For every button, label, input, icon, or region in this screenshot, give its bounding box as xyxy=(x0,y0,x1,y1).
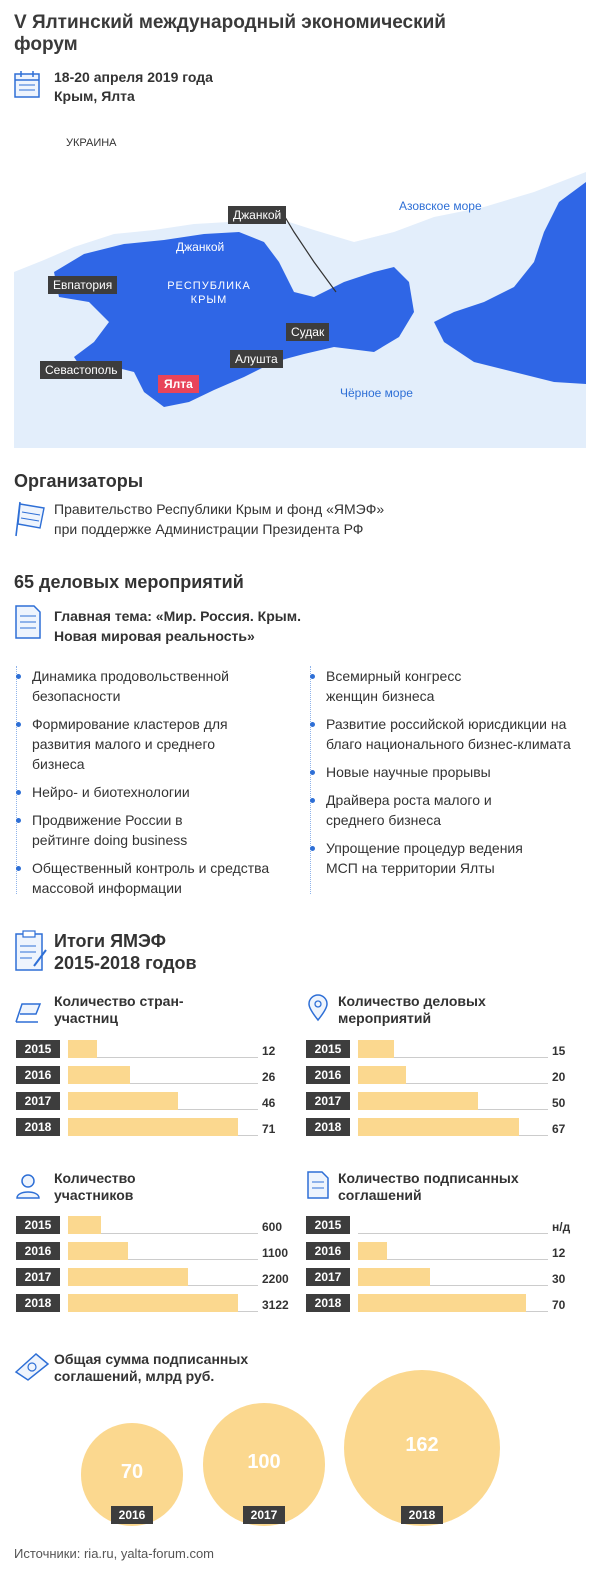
results-title-line-1: Итоги ЯМЭФ xyxy=(54,931,166,951)
bar-value-label: 46 xyxy=(262,1096,276,1110)
label-black-sea: Чёрное море xyxy=(340,386,413,400)
organizers-text xyxy=(54,499,384,539)
chart-title-events: Количество деловых мероприятий xyxy=(338,993,486,1026)
bubble-year: 2017 xyxy=(243,1506,285,1524)
main-theme xyxy=(54,606,301,646)
chart-countries xyxy=(16,1040,296,1150)
bar xyxy=(68,1216,101,1234)
bar-value-label: 20 xyxy=(552,1070,566,1084)
bar-value-label: 30 xyxy=(552,1272,566,1286)
source-text: Источники: ria.ru, yalta-forum.com xyxy=(14,1546,215,1561)
bar-row-2016 xyxy=(306,1066,586,1086)
topic-item: Новые научные прорывы xyxy=(308,762,594,782)
bar xyxy=(68,1066,130,1084)
bar xyxy=(358,1242,387,1260)
year-label: 2015 xyxy=(306,1040,350,1058)
bar-row-2016 xyxy=(16,1242,296,1262)
bar-row-2018 xyxy=(306,1118,586,1138)
year-label: 2017 xyxy=(306,1092,350,1110)
bar xyxy=(358,1118,519,1136)
bar xyxy=(358,1092,478,1110)
label-ukraine: УКРАИНА xyxy=(66,137,117,149)
bar-row-2018 xyxy=(16,1294,296,1314)
year-label: 2017 xyxy=(306,1268,350,1286)
bar xyxy=(358,1294,526,1312)
bar-row-2017 xyxy=(306,1268,586,1288)
year-label: 2015 xyxy=(16,1040,60,1058)
organizers-line-1: Правительство Республики Крым и фонд «ЯМЭФ» xyxy=(54,501,385,517)
bar-row-2015 xyxy=(16,1216,296,1236)
bar xyxy=(358,1066,406,1084)
topic-item: Формирование кластеров для развития малого и среднего бизнеса xyxy=(14,714,234,774)
label-republic: РЕСПУБЛИКА КРЫМ xyxy=(167,280,251,306)
main-theme-line-2: Новая мировая реальность» xyxy=(54,628,255,644)
person-icon xyxy=(14,1172,42,1200)
results-title xyxy=(54,930,197,974)
bar-row-2018 xyxy=(306,1294,586,1314)
chart-title-countries: Количество стран-участниц xyxy=(54,993,184,1026)
topic-item: Продвижение России в рейтинге doing business xyxy=(14,810,234,850)
tag-sudak: Судак xyxy=(286,323,329,341)
bar-value-label: 1100 xyxy=(262,1246,289,1260)
label-azov-sea: Азовское море xyxy=(399,199,482,213)
bar-value-label: 12 xyxy=(262,1044,276,1058)
bar-value-label: 12 xyxy=(552,1246,566,1260)
clipboard-icon xyxy=(14,930,48,972)
label-dzhankoy-city: Джанкой xyxy=(176,240,225,254)
year-label: 2016 xyxy=(306,1066,350,1084)
page-title: V Ялтинский международный экономический форум xyxy=(14,12,446,55)
place-text: Крым, Ялта xyxy=(54,88,135,104)
calendar-icon xyxy=(14,70,40,98)
bar-row-2017 xyxy=(16,1092,296,1112)
results-title-line-2: 2015-2018 годов xyxy=(54,953,197,973)
year-label: 2016 xyxy=(306,1242,350,1260)
topic-item: Развитие российской юрисдикции на благо национального бизнес-климата xyxy=(308,714,586,754)
document-icon xyxy=(14,604,42,640)
year-label: 2018 xyxy=(16,1118,60,1136)
agreement-doc-icon xyxy=(306,1170,330,1200)
year-label: 2015 xyxy=(16,1216,60,1234)
chart-total-sum xyxy=(0,1370,600,1530)
chart-participants xyxy=(16,1216,296,1326)
tag-dzhankoy: Джанкой xyxy=(228,206,286,224)
year-label: 2015 xyxy=(306,1216,350,1234)
bar-value-label: 15 xyxy=(552,1044,566,1058)
tag-yalta: Ялта xyxy=(158,375,199,393)
event-date xyxy=(54,68,213,106)
bar xyxy=(68,1040,97,1058)
chart-title-total-sum: Общая сумма подписанных соглашений, млрд руб. xyxy=(54,1351,249,1384)
chart-agreements xyxy=(306,1216,586,1326)
bar xyxy=(68,1242,128,1260)
topics-left xyxy=(14,666,294,906)
bar xyxy=(68,1118,238,1136)
topic-item: Драйвера роста малого и среднего бизнеса xyxy=(308,790,508,830)
bar-value-label: 50 xyxy=(552,1096,566,1110)
events-title: 65 деловых мероприятий xyxy=(14,572,244,592)
organizers-title: Организаторы xyxy=(14,471,144,491)
bar-row-2018 xyxy=(16,1118,296,1138)
main-theme-line-1: Главная тема: «Мир. Россия. Крым. xyxy=(54,608,301,624)
organizers-line-2: при поддержке Администрации Президента РФ xyxy=(54,521,364,537)
bubble-value: 100 xyxy=(247,1450,281,1473)
bubble-value: 162 xyxy=(405,1434,439,1456)
bar xyxy=(358,1040,394,1058)
people-flag-icon xyxy=(14,1000,44,1024)
location-pin-icon xyxy=(306,994,330,1022)
bar-value-label: 70 xyxy=(552,1298,566,1312)
year-label: 2017 xyxy=(16,1092,60,1110)
bar-row-2016 xyxy=(306,1242,586,1262)
chart-events xyxy=(306,1040,586,1150)
tag-evpatoria: Евпатория xyxy=(48,276,117,294)
bar-row-2016 xyxy=(16,1066,296,1086)
bar-value-label: 600 xyxy=(262,1220,283,1234)
bar-value-label: н/д xyxy=(552,1220,571,1234)
bar-value-label: 26 xyxy=(262,1070,276,1084)
year-label: 2016 xyxy=(16,1242,60,1260)
year-label: 2018 xyxy=(16,1294,60,1312)
bar-row-2015 xyxy=(306,1216,586,1236)
chart-title-participants: Количество участников xyxy=(54,1170,136,1203)
crimea-map xyxy=(14,122,586,448)
bar-row-2015 xyxy=(16,1040,296,1060)
bar-value-label: 71 xyxy=(262,1122,276,1136)
year-label: 2018 xyxy=(306,1294,350,1312)
bar-row-2015 xyxy=(306,1040,586,1060)
bar-row-2017 xyxy=(16,1268,296,1288)
flag-icon xyxy=(14,498,48,538)
year-label: 2017 xyxy=(16,1268,60,1286)
topic-item: Нейро- и биотехнологии xyxy=(14,782,294,802)
bubble-year: 2018 xyxy=(401,1506,443,1524)
year-label: 2018 xyxy=(306,1118,350,1136)
tag-sevastopol: Севастополь xyxy=(40,361,122,379)
bar-row-2017 xyxy=(306,1092,586,1112)
bar xyxy=(68,1268,188,1286)
bar-baseline xyxy=(358,1233,548,1234)
bar-value-label: 67 xyxy=(552,1122,566,1136)
bar xyxy=(358,1268,430,1286)
date-text: 18-20 апреля 2019 года xyxy=(54,69,213,85)
bar-value-label: 2200 xyxy=(262,1272,289,1286)
bar-value-label: 3122 xyxy=(262,1298,289,1312)
bar xyxy=(68,1294,238,1312)
bubble-year: 2016 xyxy=(111,1506,153,1524)
topics-right xyxy=(308,666,594,886)
bubble-value: 70 xyxy=(120,1460,144,1483)
topic-item: Всемирный конгресс женщин бизнеса xyxy=(308,666,498,706)
topic-item: Общественный контроль и средства массовой информации xyxy=(14,858,294,898)
topic-item: Динамика продовольственной безопасности xyxy=(14,666,254,706)
tag-alushta: Алушта xyxy=(230,350,283,368)
year-label: 2016 xyxy=(16,1066,60,1084)
topic-item: Упрощение процедур ведения МСП на территории Ялты xyxy=(308,838,558,878)
chart-title-agreements: Количество подписанных соглашений xyxy=(338,1170,519,1203)
bar xyxy=(68,1092,178,1110)
